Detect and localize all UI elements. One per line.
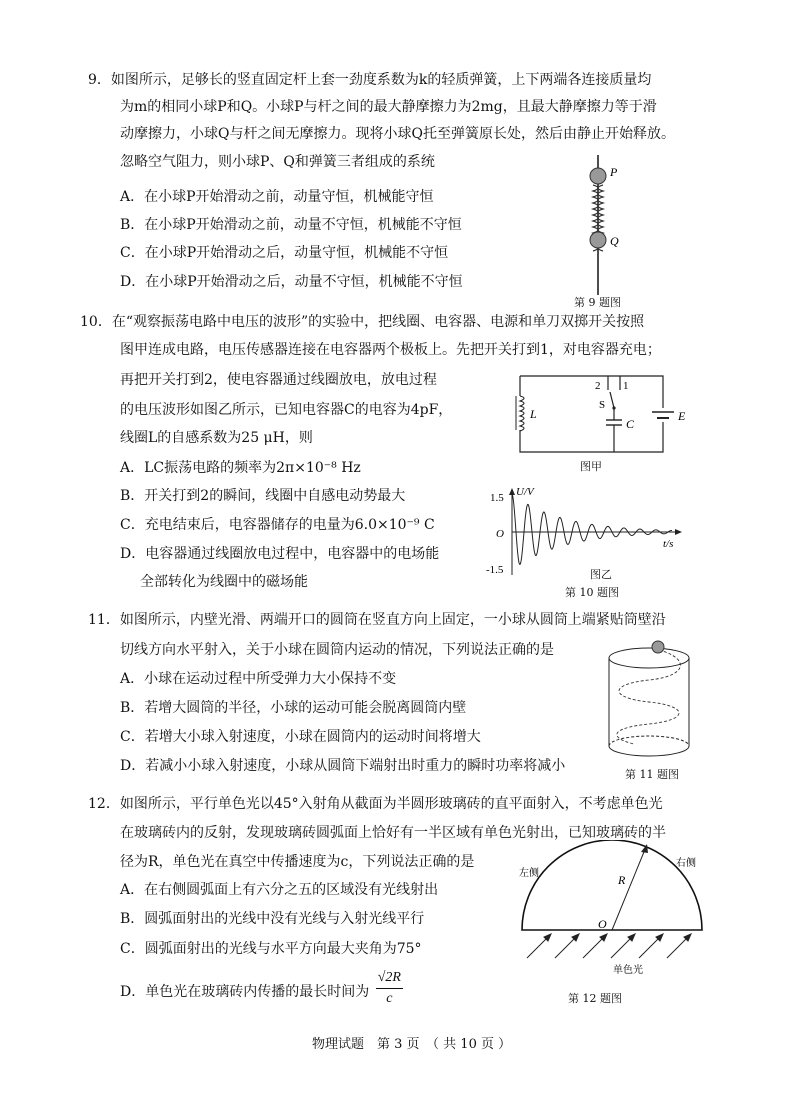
circuit-label-c: C (626, 417, 635, 431)
q10-stem-line: 线圈L的自感系数为25 μH，则 (120, 430, 313, 446)
q9-option-a[interactable]: A．在小球P开始滑动之前，动量守恒，机械能守恒 (120, 189, 434, 205)
label-o: O (598, 917, 607, 931)
waveform-ylabel: U/V (516, 486, 534, 498)
q12-stem-line: 径为R，单色光在真空中传播速度为c，下列说法正确的是 (120, 854, 475, 870)
q11-option-d[interactable]: D．若减小小球入射速度，小球从圆筒下端射出时重力的瞬时功率将减小 (120, 758, 566, 774)
q11-stem-line: 11．如图所示，内壁光滑、两端开口的圆筒在竖直方向上固定，一小球从圆筒上端紧贴筒壁沿 (88, 612, 666, 628)
damped-wave-curve (512, 494, 672, 564)
q12-stem-line: 12．如图所示，平行单色光以45°入射角从截面为半圆形玻璃砖的直平面射入，不考虑单色光 (88, 796, 663, 812)
q9-option-b[interactable]: B．在小球P开始滑动之前，动量不守恒，机械能不守恒 (120, 217, 462, 233)
q9-stem-line: 9．如图所示，足够长的竖直固定杆上套一劲度系数为k的轻质弹簧，上下两端各连接质量均 (88, 72, 652, 88)
circuit-label-2: 2 (595, 380, 601, 392)
q10-waveform-caption: 图乙 (590, 568, 612, 581)
q11-option-b[interactable]: B．若增大圆筒的半径，小球的运动可能会脱离圆筒内壁 (120, 700, 467, 716)
q9-option-c[interactable]: C．在小球P开始滑动之后，动量守恒，机械能不守恒 (120, 245, 449, 261)
q9-stem-line: 忽略空气阻力，则小球P、Q和弹簧三者组成的系统 (120, 154, 435, 170)
q12-semicircle-figure (505, 840, 720, 980)
waveform-bottom-label: -1.5 (486, 564, 504, 576)
q12-stem-line: 在玻璃砖内的反射，发现玻璃砖圆弧面上恰好有一半区域有单色光射出，已知玻璃砖的半 (120, 825, 666, 841)
ball-q (590, 232, 606, 248)
label-q: Q (610, 234, 619, 248)
q11-option-c[interactable]: C．若增大小球入射速度，小球在圆筒内的运动时间将增大 (120, 729, 481, 745)
q12-caption: 第 12 题图 (568, 992, 622, 1005)
label-right: 右侧 (676, 858, 696, 869)
q12-option-d-text: D．单色光在玻璃砖内传播的最长时间为 (120, 984, 370, 1000)
waveform-top-label: 1.5 (490, 492, 504, 504)
label-r: R (618, 873, 626, 887)
q10-waveform-figure (478, 485, 688, 585)
q12-option-c[interactable]: C．圆弧面射出的光线与水平方向最大夹角为75° (120, 941, 422, 957)
q10-option-c[interactable]: C．充电结束后，电容器储存的电量为6.0×10⁻⁹ C (120, 517, 435, 533)
q9-option-d[interactable]: D．在小球P开始滑动之后，动量不守恒，机械能不守恒 (120, 274, 463, 290)
label-left: 左侧 (519, 868, 539, 879)
q10-stem-line: 的电压波形如图乙所示，已知电容器C的电容为4pF， (120, 402, 453, 418)
q10-stem-line: 图甲连成电路，电压传感器连接在电容器两个极板上。先把开关打到1，对电容器充电； (120, 342, 661, 358)
q10-circuit-figure (508, 368, 708, 468)
circuit-label-e: E (678, 409, 686, 423)
page-footer: 物理试题 第 3 页 （ 共 10 页 ） (312, 1037, 512, 1052)
waveform-origin: O (496, 528, 504, 540)
q10-caption: 第 10 题图 (565, 586, 619, 599)
fraction-numerator: √2R (376, 968, 403, 989)
q10-stem-line: 再把开关打到2，使电容器通过线圈放电，放电过程 (120, 372, 437, 388)
q9-stem-line: 为m的相同小球P和Q。小球P与杆之间的最大静摩擦力为2mg，且最大静摩擦力等于滑 (120, 99, 657, 115)
q10-option-d-cont: 全部转化为线圈中的磁场能 (140, 574, 308, 590)
label-light: 单色光 (613, 965, 643, 976)
incident-rays (527, 934, 691, 958)
q9-caption: 第 9 题图 (574, 296, 621, 309)
waveform-xlabel: t/s (663, 538, 674, 550)
label-p: P (610, 165, 618, 179)
q12-option-d[interactable] (120, 968, 403, 1009)
q10-option-d[interactable]: D．电容器通过线圈放电过程中，电容器中的电场能 (120, 546, 440, 562)
q10-circuit-caption: 图甲 (580, 460, 602, 473)
q9-spring-figure (560, 150, 640, 300)
q11-cylinder-figure (604, 640, 700, 764)
fraction (376, 968, 403, 1009)
q9-stem-line: 动摩擦力，小球Q与杆之间无摩擦力。现将小球Q托至弹簧原长处，然后由静止开始释放。 (120, 126, 675, 142)
circuit-label-1: 1 (623, 380, 629, 392)
q11-caption: 第 11 题图 (625, 768, 679, 781)
q10-stem-line: 10．在“观察振荡电路中电压的波形”的实验中，把线圈、电容器、电源和单刀双掷开关按照 (80, 314, 645, 330)
q10-option-b[interactable]: B．开关打到2的瞬间，线圈中自感电动势最大 (120, 488, 406, 504)
q12-option-a[interactable]: A．在右侧圆弧面上有六分之五的区域没有光线射出 (120, 882, 439, 898)
q12-option-b[interactable]: B．圆弧面射出的光线中没有光线与入射光线平行 (120, 911, 425, 927)
q11-stem-line: 切线方向水平射入，关于小球在圆筒内运动的情况，下列说法正确的是 (120, 642, 554, 658)
ball (652, 641, 664, 653)
ball-p (590, 168, 606, 184)
q11-option-a[interactable]: A．小球在运动过程中所受弹力大小保持不变 (120, 671, 397, 687)
circuit-label-s: S (599, 399, 606, 411)
q10-option-a[interactable]: A．LC振荡电路的频率为2π×10⁻⁸ Hz (120, 460, 361, 476)
fraction-denominator: c (386, 991, 393, 1006)
circuit-label-l: L (530, 407, 537, 421)
